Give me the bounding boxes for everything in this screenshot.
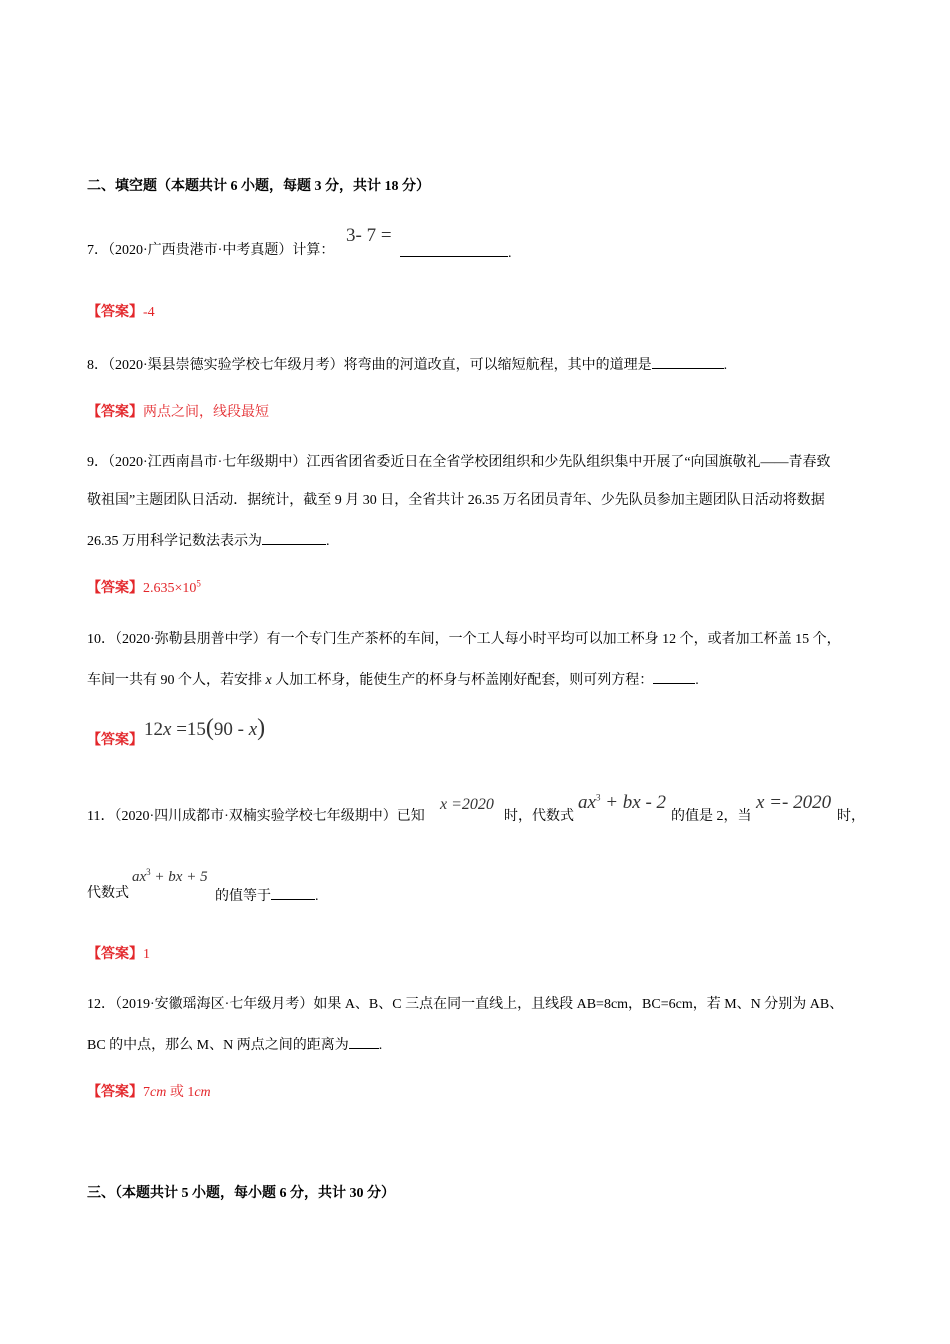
answer-tag: 【答案】 (87, 947, 143, 962)
question-11-text: 的值等于 (215, 889, 271, 904)
question-9-line-1: 9．（2020·江西南昌市·七年级期中）江西省团省委近日在全省学校团组织和少先队组织集中开展了“向国旗敬礼——青春致 (87, 455, 831, 470)
question-8-answer (87, 404, 269, 422)
question-12-answer (87, 1084, 211, 1102)
expr-part: ax (578, 792, 596, 813)
formula-part: 12 (144, 719, 163, 740)
question-7-suffix: . (508, 246, 512, 261)
question-11-mid-2: 的值是 2，当 (671, 809, 752, 824)
answer-blank (262, 530, 326, 545)
question-11-answer (87, 946, 150, 964)
question-11-expression-1 (578, 792, 666, 814)
question-10-text-a: 车间一共有 90 个人，若安排 (87, 673, 266, 688)
answer-value: -4 (143, 305, 155, 320)
section-2-heading: 二、填空题（本题共计 6 小题，每题 3 分，共计 18 分） (87, 179, 430, 194)
question-8 (87, 354, 727, 375)
answer-value: 7 (143, 1085, 150, 1100)
answer-blank (652, 354, 724, 369)
question-7-text: 7．（2020·广西贵港市·中考真题）计算： (87, 243, 335, 258)
question-11-mid-1: 时，代数式 (504, 809, 574, 824)
expr-exponent: 3 (595, 792, 601, 803)
formula-part: =15 (171, 719, 206, 740)
variable-x: x (163, 719, 172, 740)
answer-tag: 【答案】 (87, 305, 143, 320)
question-7-answer (87, 304, 155, 322)
question-11-condition-1 (440, 796, 494, 814)
question-11-line-2-suffix (215, 885, 319, 906)
question-7-formula: 3- 7 = (346, 225, 392, 246)
section-3-heading: 三、（本题共计 5 小题，每小题 6 分，共计 30 分） (87, 1186, 395, 1201)
condition-text: x =2020 (440, 796, 494, 813)
question-12-text: BC 的中点，那么 M、N 两点之间的距离为 (87, 1038, 349, 1053)
question-12-line-2 (87, 1034, 382, 1055)
answer-unit: cm (194, 1085, 211, 1100)
answer-unit: cm (150, 1085, 167, 1100)
expr-part: ax (132, 869, 147, 885)
question-9-text: 26.35 万用科学记数法表示为 (87, 534, 262, 549)
answer-tag: 【答案】 (87, 1085, 143, 1100)
question-10-line-1: 10．（2020·弥勒县朋普中学）有一个专门生产茶杯的车间，一个工人每小时平均可以加工杯身 12 个，或者加工杯盖 15 个， (87, 632, 841, 647)
question-12-suffix: . (378, 1038, 383, 1053)
question-12-line-1: 12．（2019·安徽瑶海区·七年级月考）如果 A、B、C 三点在同一直线上，且线段 AB=8cm，BC=6cm，若 M、N 分别为 AB、 (87, 997, 844, 1012)
question-8-suffix: . (723, 358, 728, 373)
question-9-line-2: 敬祖国”主题团队日活动．据统计，截至 9 月 30 日，全省共计 26.35 万名团员青年、少先队员参加主题团队日活动将数据 (87, 493, 825, 508)
paren-open: ( (205, 715, 214, 741)
question-10-answer-tag: 【答案】 (87, 733, 143, 748)
question-10-line-2 (87, 669, 699, 690)
expr-part: + bx - 2 (600, 792, 667, 813)
question-10-text-b: 人加工杯身，能使生产的杯身与杯盖刚好配套，则可列方程： (271, 673, 654, 688)
answer-value: 两点之间，线段最短 (143, 405, 269, 420)
question-9-suffix: . (326, 534, 330, 549)
expr-exponent: 3 (146, 867, 151, 877)
variable-x: x (248, 719, 258, 740)
answer-value: 1 (143, 947, 150, 962)
answer-tag: 【答案】 (87, 581, 143, 596)
question-11-suffix: . (315, 889, 319, 904)
variable-x: x (265, 673, 272, 688)
answer-blank (349, 1034, 379, 1049)
condition-text: x =- 2020 (756, 792, 832, 813)
answer-exponent: 5 (196, 578, 201, 589)
answer-value: 或 1 (166, 1085, 195, 1100)
question-7-blank (400, 242, 512, 263)
formula-part: 90 - (213, 719, 249, 740)
question-9-answer (87, 580, 201, 598)
answer-value: 2.635×10 (143, 581, 197, 596)
answer-blank (400, 242, 508, 257)
question-10-suffix: . (695, 673, 699, 688)
question-10-answer-formula (144, 716, 265, 742)
paren-close: ) (257, 715, 266, 741)
answer-blank (653, 669, 695, 684)
question-11-line-2-prefix: 代数式 (87, 886, 129, 901)
answer-tag: 【答案】 (87, 405, 143, 420)
question-11-condition-2 (756, 792, 831, 814)
question-8-text: 8．（2020·渠县崇德实验学校七年级月考）将弯曲的河道改直，可以缩短航程，其中的道理是 (87, 358, 652, 373)
question-11-prefix: 11．（2020·四川成都市·双楠实验学校七年级期中）已知 (87, 809, 425, 824)
question-11-mid-3: 时， (837, 809, 865, 824)
question-9-line-3 (87, 530, 330, 551)
question-11-expression-2 (132, 868, 208, 886)
answer-blank (271, 885, 315, 900)
expr-part: + bx + 5 (150, 869, 208, 885)
question-7 (87, 242, 334, 260)
